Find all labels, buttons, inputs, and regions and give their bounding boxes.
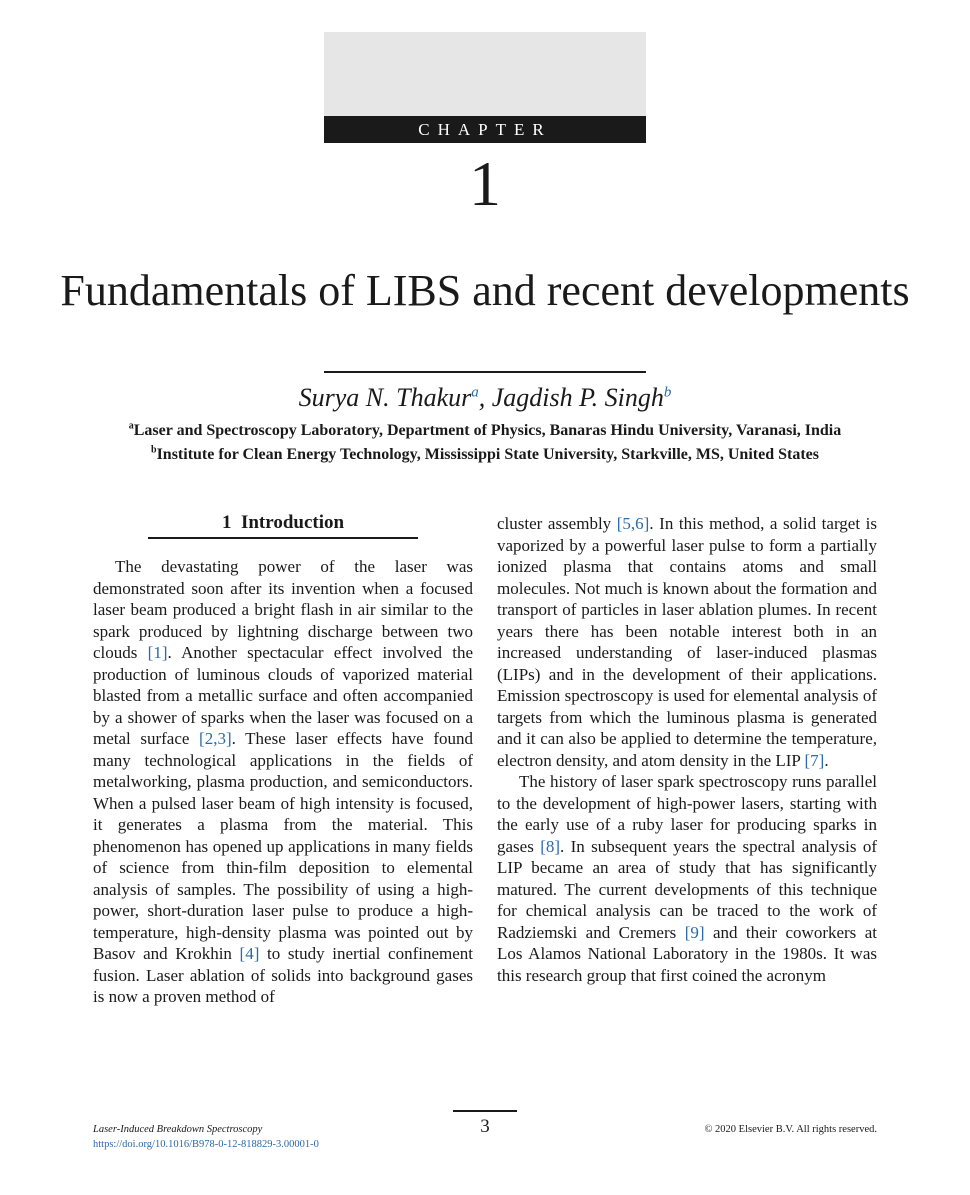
copyright: © 2020 Elsevier B.V. All rights reserved.	[704, 1124, 877, 1135]
footer-left	[93, 1122, 319, 1152]
section-divider	[148, 537, 418, 539]
body-text: to study inertial confinement fusion. Laser ablation of solids into background gases is now a proven method of	[93, 944, 473, 1006]
body-text: . These laser effects have found many technological applications in the fields of metalworking, plasma production, and semiconductors. When a pulsed laser beam of high intensity is focused, it generates a plasma from the material. This phenomenon has opened up applications in many fields of science from thin-film deposition to elemental analysis of samples. The possibility of using a high-power, short-duration laser pulse to produce a high-temperature, high-density plasma was pointed out by Basov and Krokhin	[93, 729, 473, 963]
affiliation-text: Institute for Clean Energy Technology, Mississippi State University, Starkville, MS, United States	[156, 446, 819, 463]
title-divider	[324, 371, 646, 373]
author-name: Surya N. Thakur	[298, 383, 472, 412]
footer-divider	[453, 1110, 517, 1112]
chapter-number: 1	[469, 148, 501, 219]
section-number: 1	[221, 512, 232, 533]
left-column	[93, 556, 473, 1008]
author-affiliation-mark: b	[663, 384, 672, 401]
citation-link[interactable]: [7]	[804, 750, 825, 770]
citation-link[interactable]: [1]	[147, 643, 168, 662]
right-column	[497, 513, 877, 986]
chapter-label: CHAPTER	[324, 116, 646, 143]
body-text: and their coworkers at Los Alamos National Laboratory in the 1980s. It was this research group that first coined the acronym	[497, 922, 877, 985]
body-text: cluster assembly	[497, 514, 617, 533]
affiliation-a	[60, 420, 910, 442]
page-number: 3	[480, 1116, 490, 1137]
chapter-title: Fundamentals of LIBS and recent developments	[60, 266, 910, 315]
author-line	[60, 380, 910, 416]
body-text: . Another spectacular effect involved the production of luminous clouds of vaporized material blasted from a metallic surface and often accompanied by a shower of sparks when the laser was focused on a metal surface	[93, 643, 473, 748]
section-heading	[148, 510, 418, 536]
section-title: Introduction	[240, 512, 345, 533]
book-title: Laser-Induced Breakdown Spectroscopy	[93, 1124, 263, 1135]
affiliation-mark: b	[151, 444, 157, 456]
author-separator: ,	[478, 383, 492, 412]
body-text: The devastating power of the laser was demonstrated soon after its invention when a focused laser beam produced a bright flash in air similar to the spark produced by lightning discharge between two clouds	[93, 557, 473, 662]
citation-link[interactable]: [5,6]	[616, 514, 650, 533]
affiliation-mark: a	[128, 420, 134, 432]
body-text: . In this method, a solid target is vaporized by a powerful laser pulse to form a partially ionized plasma that contains atoms and small molecules. Not much is known about the formation and transport of particles in laser ablation plumes. In recent years there has been notable interest both in an increased understanding of laser-induced plasmas (LIPs) and in the development of their applications. Emission spectroscopy is used for elemental analysis of targets from which the luminous plasma is generated and it can also be applied to determine the temperature, electron density, and atom density in the LIP	[497, 514, 877, 770]
doi-link[interactable]: https://doi.org/10.1016/B978-0-12-818829-3.00001-0	[93, 1139, 319, 1150]
body-paragraph	[497, 513, 877, 771]
body-text: The history of laser spark spectroscopy runs parallel to the development of high-power lasers, starting with the early use of a ruby laser for producing sparks in gases	[497, 772, 877, 856]
affiliation-text: Laser and Spectroscopy Laboratory, Department of Physics, Banaras Hindu University, Varanasi, India	[133, 422, 842, 439]
citation-link[interactable]: [9]	[684, 922, 705, 942]
body-text: . In subsequent years the spectral analysis of LIP became an area of study that has significantly matured. The current developments of this technique for chemical analysis can be traced to the work of Radziemski and Cremers	[497, 836, 877, 942]
author-affiliation-mark: a	[471, 384, 479, 401]
citation-link[interactable]: [8]	[540, 836, 561, 856]
citation-link[interactable]: [4]	[239, 944, 260, 963]
affiliation-b	[60, 444, 910, 466]
author-name: Jagdish P. Singh	[491, 383, 664, 412]
body-paragraph	[497, 771, 877, 986]
body-text: .	[824, 750, 829, 770]
chapter-header-box	[324, 32, 646, 116]
body-paragraph	[93, 556, 473, 1008]
citation-link[interactable]: [2,3]	[199, 729, 232, 748]
